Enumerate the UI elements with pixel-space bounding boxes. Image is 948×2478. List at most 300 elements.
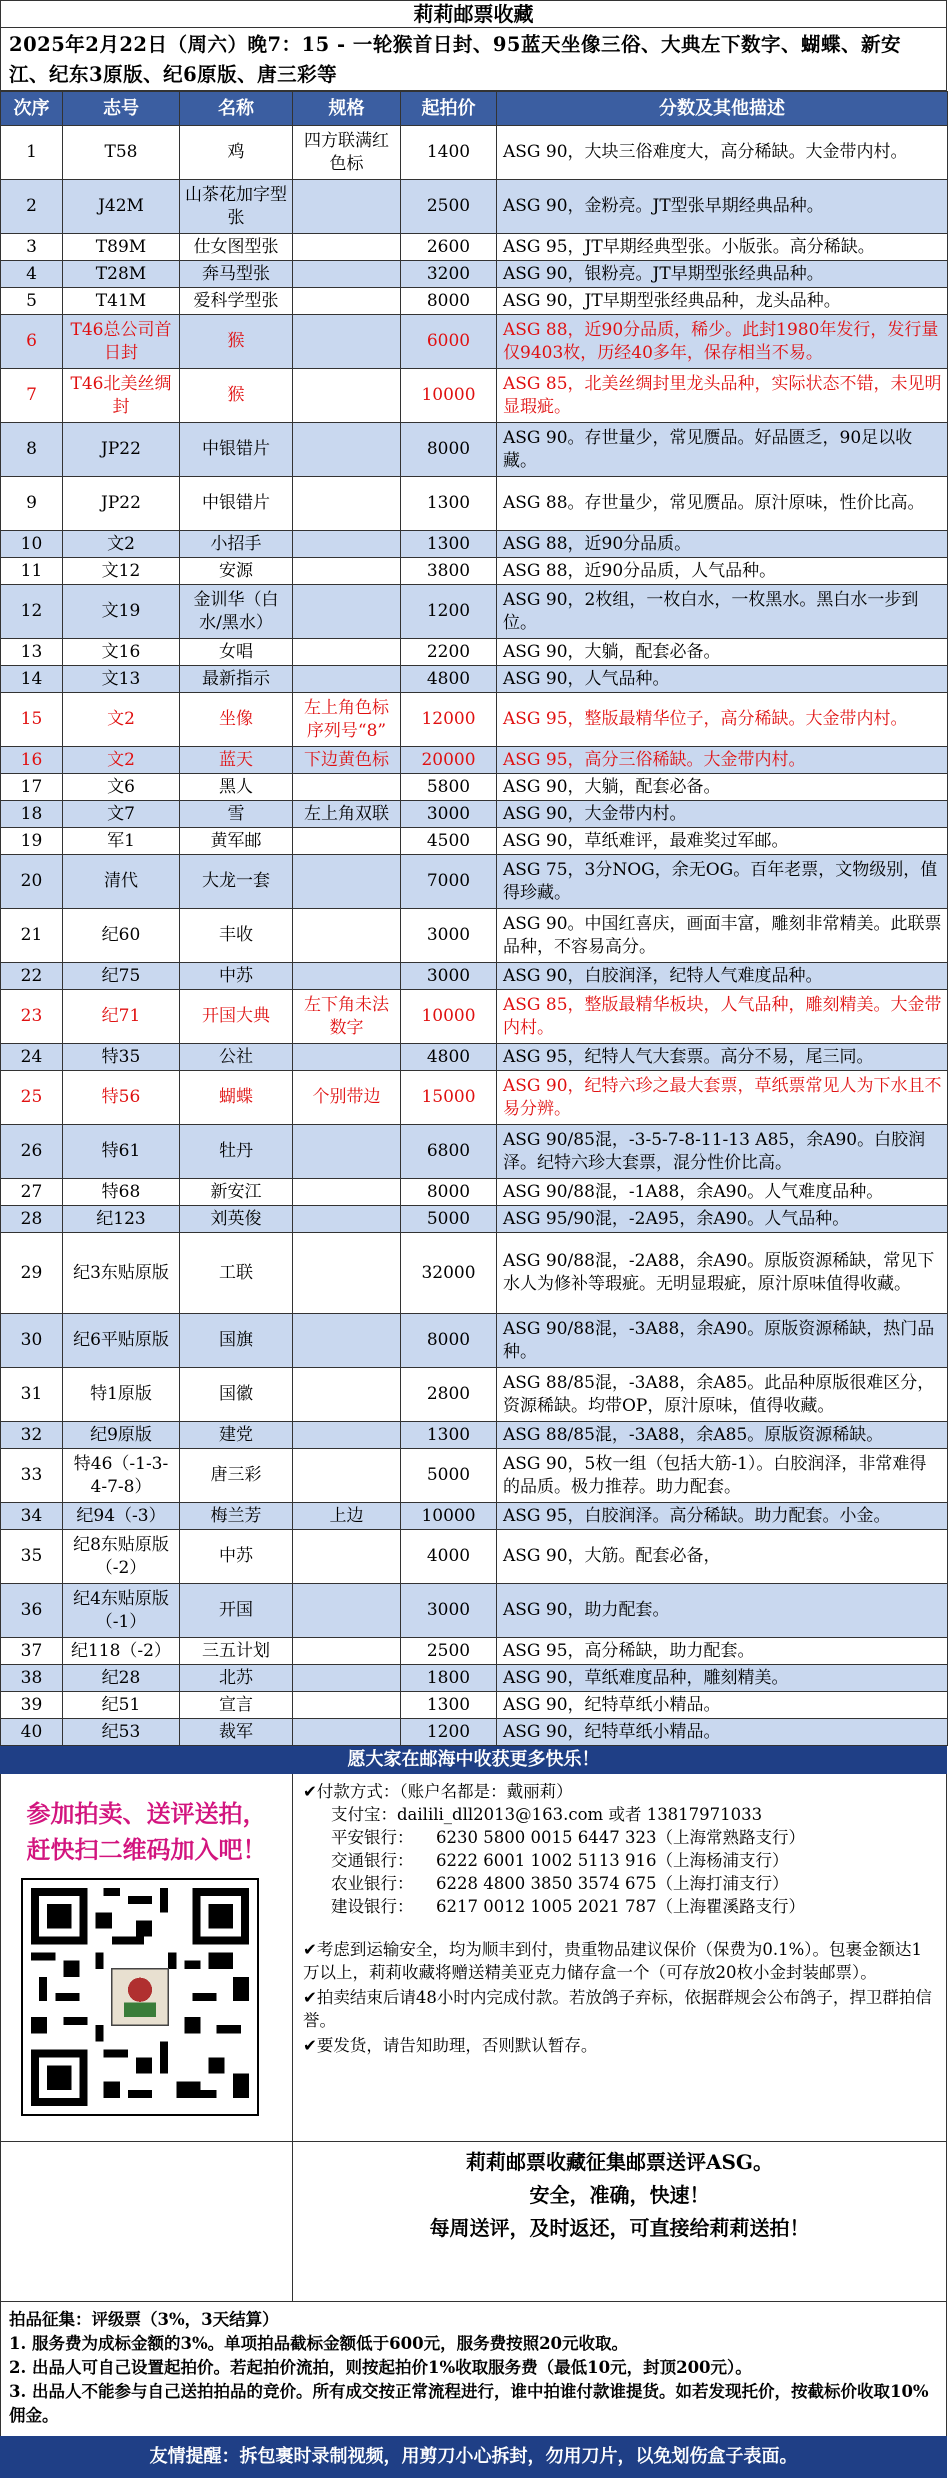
rules-section (0, 2302, 947, 2436)
promo-line-1: 参加拍卖、送评送拍， (26, 1799, 267, 1828)
table-row (1, 693, 948, 747)
lot-number: 10 (1, 531, 63, 558)
stamp-spec (293, 288, 401, 315)
payment-deadline-note: ✔拍卖结束后请48小时内完成付款。若放鸽子弃标，依据群规会公布鸽子，捍卫群拍信誉。 (303, 1988, 932, 2030)
starting-price: 5000 (401, 1206, 497, 1233)
stamp-code: 特1原版 (63, 1368, 180, 1422)
bank-account[interactable]: 6228 4800 3850 3574 675（上海打浦支行） (436, 1874, 789, 1893)
solicit-text (293, 2142, 946, 2301)
stamp-name: 安源 (180, 558, 293, 585)
stamp-spec: 上边 (293, 1503, 401, 1530)
starting-price: 10000 (401, 990, 497, 1044)
lot-number: 13 (1, 639, 63, 666)
lot-number: 21 (1, 909, 63, 963)
table-header-row (1, 92, 948, 126)
starting-price: 8000 (401, 288, 497, 315)
starting-price: 8000 (401, 423, 497, 477)
starting-price: 2800 (401, 1368, 497, 1422)
starting-price: 1400 (401, 126, 497, 180)
grade-description: ASG 90，助力配套。 (497, 1584, 948, 1638)
stamp-code: 纪8东贴原版（-2） (63, 1530, 180, 1584)
grade-description: ASG 85，北美丝绸封里龙头品种，实际状态不错，未见明显瑕疵。 (497, 369, 948, 423)
starting-price: 5000 (401, 1449, 497, 1503)
stamp-name: 仕女图型张 (180, 234, 293, 261)
lot-number: 12 (1, 585, 63, 639)
table-row (1, 477, 948, 531)
payment-panel (293, 1774, 946, 2141)
stamp-spec: 左上角色标序列号“8” (293, 693, 401, 747)
congrats-banner: 愿大家在邮海中收获更多快乐！ (0, 1746, 947, 1774)
grade-description: ASG 88/85混，-3A88，余A85。此品种原版很难区分，资源稀缺。均带OP，原汁原味，值得收藏。 (497, 1368, 948, 1422)
starting-price: 15000 (401, 1071, 497, 1125)
grade-description: ASG 95，JT早期经典型张。小版张。高分稀缺。 (497, 234, 948, 261)
starting-price: 4500 (401, 828, 497, 855)
starting-price: 1300 (401, 531, 497, 558)
stamp-name: 三五计划 (180, 1638, 293, 1665)
stamp-code: 纪71 (63, 990, 180, 1044)
grade-description: ASG 95，高分稀缺，助力配套。 (497, 1638, 948, 1665)
stamp-name: 中苏 (180, 1530, 293, 1584)
grade-description: ASG 90，JT早期型张经典品种，龙头品种。 (497, 288, 948, 315)
stamp-code: 清代 (63, 855, 180, 909)
stamp-spec: 左上角双联 (293, 801, 401, 828)
stamp-name: 宣言 (180, 1692, 293, 1719)
grade-description: ASG 90，纪特草纸小精品。 (497, 1719, 948, 1746)
grade-description: ASG 90，2枚组，一枚白水，一枚黑水。黑白水一步到位。 (497, 585, 948, 639)
stamp-code: 文2 (63, 693, 180, 747)
stamp-spec (293, 1314, 401, 1368)
grade-description: ASG 90，人气品种。 (497, 666, 948, 693)
starting-price: 6000 (401, 315, 497, 369)
stamp-name: 山茶花加字型张 (180, 180, 293, 234)
starting-price: 1300 (401, 477, 497, 531)
grade-description: ASG 88，近90分品质。 (497, 531, 948, 558)
stamp-code: 纪53 (63, 1719, 180, 1746)
solicit-line-3: 每周送评，及时返还，可直接给莉莉送拍！ (429, 2216, 810, 2240)
lot-number: 25 (1, 1071, 63, 1125)
stamp-code: 特56 (63, 1071, 180, 1125)
stamp-spec (293, 1422, 401, 1449)
col-header-price: 起拍价 (401, 92, 497, 126)
grade-description: ASG 90，大筋。配套必备， (497, 1530, 948, 1584)
alipay-line (303, 1803, 936, 1826)
stamp-name: 奔马型张 (180, 261, 293, 288)
stamp-name: 蝴蝶 (180, 1071, 293, 1125)
stamp-code: 纪75 (63, 963, 180, 990)
rules-heading: 拍品征集：评级票（3%，3天结算） (9, 2310, 279, 2329)
stamp-name: 最新指示 (180, 666, 293, 693)
lot-number: 34 (1, 1503, 63, 1530)
table-row (1, 1584, 948, 1638)
lot-number: 24 (1, 1044, 63, 1071)
bank-name: 建设银行： (331, 1897, 414, 1916)
stamp-spec (293, 234, 401, 261)
stamp-spec (293, 1179, 401, 1206)
lot-number: 33 (1, 1449, 63, 1503)
alipay-label: 支付宝： (331, 1805, 397, 1824)
stamp-spec (293, 1638, 401, 1665)
starting-price: 10000 (401, 1503, 497, 1530)
stamp-name: 开国 (180, 1584, 293, 1638)
grade-description: ASG 95，纪特人气大套票。高分不易，尾三同。 (497, 1044, 948, 1071)
lot-number: 16 (1, 747, 63, 774)
rule-item: 3. 出品人不能参与自己送拍拍品的竞价。所有成交按正常流程进行，谁中拍谁付款谁提货。如若发现托价，按截标价收取10%佣金。 (9, 2382, 929, 2425)
stamp-code: T28M (63, 261, 180, 288)
dispatch-note: ✔要发货，请告知助理，否则默认暂存。 (303, 2036, 598, 2055)
starting-price: 3000 (401, 1584, 497, 1638)
stamp-code: 文7 (63, 801, 180, 828)
starting-price: 1300 (401, 1692, 497, 1719)
table-row (1, 1719, 948, 1746)
stamp-spec (293, 1530, 401, 1584)
stamp-code: 特61 (63, 1125, 180, 1179)
stamp-name: 雪 (180, 801, 293, 828)
starting-price: 20000 (401, 747, 497, 774)
grade-description: ASG 90，草纸难评，最难奖过军邮。 (497, 828, 948, 855)
starting-price: 10000 (401, 369, 497, 423)
stamp-name: 裁军 (180, 1719, 293, 1746)
stamp-code: 纪51 (63, 1692, 180, 1719)
stamp-name: 刘英俊 (180, 1206, 293, 1233)
table-row (1, 909, 948, 963)
lot-number: 2 (1, 180, 63, 234)
col-header-code: 志号 (63, 92, 180, 126)
stamp-name: 大龙一套 (180, 855, 293, 909)
starting-price: 2200 (401, 639, 497, 666)
table-row (1, 747, 948, 774)
stamp-spec: 左下角未法数字 (293, 990, 401, 1044)
stamp-name: 工联 (180, 1233, 293, 1314)
lot-number: 30 (1, 1314, 63, 1368)
stamp-name: 牡丹 (180, 1125, 293, 1179)
grade-description: ASG 90，草纸难度品种，雕刻精美。 (497, 1665, 948, 1692)
stamp-code: 纪60 (63, 909, 180, 963)
table-row (1, 1449, 948, 1503)
grade-description: ASG 75，3分NOG，余无OG。百年老票，文物级别，值得珍藏。 (497, 855, 948, 909)
stamp-code: T89M (63, 234, 180, 261)
stamp-code: 文2 (63, 747, 180, 774)
page-title: 莉莉邮票收藏 (0, 0, 947, 27)
stamp-code: 纪4东贴原版（-1） (63, 1584, 180, 1638)
stamp-spec (293, 1449, 401, 1503)
stamp-name: 女唱 (180, 639, 293, 666)
payment-heading: ✔付款方式：（账户名都是：戴丽莉） (303, 1782, 573, 1801)
grade-description: ASG 90/88混，-2A88，余A90。原版资源稀缺，常见下水人为修补等瑕疵。无明显瑕疵，原汁原味值得收藏。 (497, 1233, 948, 1314)
stamp-code: 特68 (63, 1179, 180, 1206)
grade-description: ASG 90，大块三俗难度大，高分稀缺。大金带内村。 (497, 126, 948, 180)
lot-number: 6 (1, 315, 63, 369)
grade-description: ASG 90，大金带内村。 (497, 801, 948, 828)
lot-number: 37 (1, 1638, 63, 1665)
stamp-name: 梅兰芳 (180, 1503, 293, 1530)
stamp-name: 开国大典 (180, 990, 293, 1044)
stamp-name: 北苏 (180, 1665, 293, 1692)
stamp-spec (293, 423, 401, 477)
lot-number: 35 (1, 1530, 63, 1584)
stamp-spec (293, 1665, 401, 1692)
lot-number: 1 (1, 126, 63, 180)
stamp-code: JP22 (63, 423, 180, 477)
stamp-code: 纪28 (63, 1665, 180, 1692)
grade-description: ASG 90。中国红喜庆，画面丰富，雕刻非常精美。此联票品种，不容易高分。 (497, 909, 948, 963)
stamp-spec (293, 855, 401, 909)
table-row (1, 1233, 948, 1314)
table-row (1, 1125, 948, 1179)
qr-code-icon (23, 1880, 257, 2114)
shipping-note: ✔考虑到运输安全，均为顺丰到付，贵重物品建议保价（保费为0.1%）。包裹金额达1万以上，莉莉收藏将赠送精美亚克力储存盒一个（可存放20枚小金封装邮票）。 (303, 1940, 922, 1982)
bank-line (303, 1872, 936, 1895)
col-header-desc: 分数及其他描述 (497, 92, 948, 126)
grade-description: ASG 90/85混，-3-5-7-8-11-13 A85，余A90。白胶润泽。纪特六珍大套票，混分性价比高。 (497, 1125, 948, 1179)
stamp-spec (293, 666, 401, 693)
table-row (1, 1530, 948, 1584)
stamp-code: 文2 (63, 531, 180, 558)
lot-number: 29 (1, 1233, 63, 1314)
stamp-name: 唐三彩 (180, 1449, 293, 1503)
lot-number: 7 (1, 369, 63, 423)
stamp-spec (293, 585, 401, 639)
grade-description: ASG 88，近90分品质，稀少。此封1980年发行，发行量仅9403枚，历经40多年，保存相当不易。 (497, 315, 948, 369)
stamp-spec (293, 1233, 401, 1314)
stamp-name: 金训华（白水/黑水） (180, 585, 293, 639)
lot-number: 27 (1, 1179, 63, 1206)
starting-price: 1300 (401, 1422, 497, 1449)
starting-price: 3000 (401, 801, 497, 828)
stamp-name: 国旗 (180, 1314, 293, 1368)
bank-account[interactable]: 6230 5800 0015 6447 323（上海常熟路支行） (436, 1828, 805, 1847)
table-row (1, 1692, 948, 1719)
table-row (1, 423, 948, 477)
solicit-section (0, 2142, 947, 2302)
table-row (1, 1665, 948, 1692)
table-row (1, 963, 948, 990)
stamp-name: 丰收 (180, 909, 293, 963)
bank-name: 农业银行： (331, 1874, 414, 1893)
footer-reminder: 友情提醒：拆包裹时录制视频，用剪刀小心拆封，勿用刀片，以免划伤盒子表面。 (0, 2436, 947, 2478)
stamp-name: 猴 (180, 369, 293, 423)
bank-line (303, 1826, 936, 1849)
stamp-spec: 四方联满红色标 (293, 126, 401, 180)
table-row (1, 828, 948, 855)
table-row (1, 1206, 948, 1233)
table-row (1, 1368, 948, 1422)
alipay-account[interactable]: dailili_dll2013@163.com 或者 13817971033 (397, 1805, 763, 1824)
bank-line (303, 1849, 936, 1872)
stamp-code: 文13 (63, 666, 180, 693)
stamp-code: 纪3东贴原版 (63, 1233, 180, 1314)
grade-description: ASG 90/88混，-3A88，余A90。原版资源稀缺，热门品种。 (497, 1314, 948, 1368)
starting-price: 4800 (401, 1044, 497, 1071)
lot-number: 9 (1, 477, 63, 531)
lot-number: 28 (1, 1206, 63, 1233)
stamp-spec (293, 531, 401, 558)
starting-price: 32000 (401, 1233, 497, 1314)
table-row (1, 369, 948, 423)
stamp-spec (293, 369, 401, 423)
stamp-code: T46北美丝绸封 (63, 369, 180, 423)
auction-table (0, 91, 948, 1746)
stamp-code: T58 (63, 126, 180, 180)
starting-price: 4800 (401, 666, 497, 693)
grade-description: ASG 90，金粉亮。JT型张早期经典品种。 (497, 180, 948, 234)
table-row (1, 666, 948, 693)
table-row (1, 288, 948, 315)
starting-price: 2600 (401, 234, 497, 261)
table-row (1, 1638, 948, 1665)
starting-price: 3800 (401, 558, 497, 585)
lot-number: 18 (1, 801, 63, 828)
stamp-spec (293, 828, 401, 855)
lot-number: 14 (1, 666, 63, 693)
stamp-spec (293, 963, 401, 990)
starting-price: 2500 (401, 1638, 497, 1665)
lot-number: 39 (1, 1692, 63, 1719)
stamp-name: 鸡 (180, 126, 293, 180)
stamp-name: 黑人 (180, 774, 293, 801)
stamp-spec: 下边黄色标 (293, 747, 401, 774)
lot-number: 32 (1, 1422, 63, 1449)
stamp-code: 纪118（-2） (63, 1638, 180, 1665)
lot-number: 3 (1, 234, 63, 261)
stamp-code: 文12 (63, 558, 180, 585)
stamp-name: 黄军邮 (180, 828, 293, 855)
lot-number: 5 (1, 288, 63, 315)
grade-description: ASG 95，白胶润泽。高分稀缺。助力配套。小金。 (497, 1503, 948, 1530)
table-row (1, 1071, 948, 1125)
lot-number: 4 (1, 261, 63, 288)
grade-description: ASG 95/90混，-2A95，余A90。人气品种。 (497, 1206, 948, 1233)
lot-number: 38 (1, 1665, 63, 1692)
lot-number: 26 (1, 1125, 63, 1179)
table-row (1, 1044, 948, 1071)
lot-number: 8 (1, 423, 63, 477)
table-row (1, 774, 948, 801)
rule-item: 2. 出品人可自己设置起拍价。若起拍价流拍，则按起拍价1%收取服务费（最低10元，封顶200元）。 (9, 2358, 752, 2377)
starting-price: 3200 (401, 261, 497, 288)
table-row (1, 585, 948, 639)
stamp-code: 特46（-1-3-4-7-8） (63, 1449, 180, 1503)
starting-price: 5800 (401, 774, 497, 801)
starting-price: 1800 (401, 1665, 497, 1692)
stamp-spec: 个别带边 (293, 1071, 401, 1125)
table-row (1, 558, 948, 585)
stamp-code: JP22 (63, 477, 180, 531)
stamp-name: 公社 (180, 1044, 293, 1071)
lot-number: 31 (1, 1368, 63, 1422)
lot-number: 20 (1, 855, 63, 909)
starting-price: 3000 (401, 963, 497, 990)
grade-description: ASG 88，近90分品质，人气品种。 (497, 558, 948, 585)
lot-number: 22 (1, 963, 63, 990)
grade-description: ASG 90，5枚一组（包括大筋-1）。白胶润泽，非常难得的品质。极力推荐。助力配套。 (497, 1449, 948, 1503)
lot-number: 17 (1, 774, 63, 801)
stamp-spec (293, 315, 401, 369)
stamp-name: 中银错片 (180, 477, 293, 531)
col-header-spec: 规格 (293, 92, 401, 126)
starting-price: 2500 (401, 180, 497, 234)
stamp-name: 中银错片 (180, 423, 293, 477)
lot-number: 15 (1, 693, 63, 747)
table-row (1, 855, 948, 909)
stamp-code: 文16 (63, 639, 180, 666)
solicit-line-1: 莉莉邮票收藏征集邮票送评ASG。 (465, 2150, 774, 2174)
lot-number: 19 (1, 828, 63, 855)
promo-text (1, 1774, 292, 1868)
grade-description: ASG 88。存世量少，常见赝品。原汁原味，性价比高。 (497, 477, 948, 531)
stamp-spec (293, 774, 401, 801)
info-section (0, 1774, 947, 2142)
auction-subtitle: 2025年2月22日（周六）晚7：15 - 一轮猴首日封、95蓝天坐像三俗、大典左下数字、蝴蝶、新安江、纪东3原版、纪6原版、唐三彩等 (0, 27, 947, 91)
promo-panel (1, 1774, 293, 2141)
stamp-spec (293, 1719, 401, 1746)
stamp-code: 文6 (63, 774, 180, 801)
bank-account[interactable]: 6222 6001 1002 5113 916（上海杨浦支行） (436, 1851, 789, 1870)
stamp-spec (293, 261, 401, 288)
table-row (1, 234, 948, 261)
bank-line (303, 1895, 936, 1918)
stamp-name: 小招手 (180, 531, 293, 558)
starting-price: 1200 (401, 585, 497, 639)
grade-description: ASG 90，纪特草纸小精品。 (497, 1692, 948, 1719)
stamp-spec (293, 1692, 401, 1719)
table-row (1, 639, 948, 666)
stamp-spec (293, 1125, 401, 1179)
col-header-name: 名称 (180, 92, 293, 126)
table-row (1, 180, 948, 234)
bank-name: 交通银行： (331, 1851, 414, 1870)
table-row (1, 531, 948, 558)
grade-description: ASG 90，大躺，配套必备。 (497, 639, 948, 666)
stamp-spec (293, 477, 401, 531)
starting-price: 4000 (401, 1530, 497, 1584)
table-row (1, 1422, 948, 1449)
table-row (1, 1179, 948, 1206)
grade-description: ASG 90。存世量少，常见赝品。好品匮乏，90足以收藏。 (497, 423, 948, 477)
stamp-code: J42M (63, 180, 180, 234)
stamp-spec (293, 558, 401, 585)
qr-code[interactable] (21, 1878, 259, 2116)
starting-price: 8000 (401, 1314, 497, 1368)
starting-price: 8000 (401, 1179, 497, 1206)
stamp-name: 爱科学型张 (180, 288, 293, 315)
stamp-spec (293, 1584, 401, 1638)
stamp-name: 国徽 (180, 1368, 293, 1422)
stamp-name: 建党 (180, 1422, 293, 1449)
stamp-name: 新安江 (180, 1179, 293, 1206)
stamp-spec (293, 909, 401, 963)
bank-account[interactable]: 6217 0012 1005 2021 787（上海瞿溪路支行） (436, 1897, 805, 1916)
table-row (1, 1503, 948, 1530)
lot-number: 36 (1, 1584, 63, 1638)
bank-name: 平安银行： (331, 1828, 414, 1847)
table-row (1, 1314, 948, 1368)
stamp-code: 纪9原版 (63, 1422, 180, 1449)
lot-number: 40 (1, 1719, 63, 1746)
grade-description: ASG 90，白胶润泽，纪特人气难度品种。 (497, 963, 948, 990)
table-row (1, 990, 948, 1044)
grade-description: ASG 95，整版最精华位子，高分稀缺。大金带内村。 (497, 693, 948, 747)
table-row (1, 315, 948, 369)
starting-price: 6800 (401, 1125, 497, 1179)
stamp-code: 文19 (63, 585, 180, 639)
stamp-code: T41M (63, 288, 180, 315)
stamp-code: 特35 (63, 1044, 180, 1071)
stamp-code: T46总公司首日封 (63, 315, 180, 369)
stamp-spec (293, 180, 401, 234)
grade-description: ASG 85，整版最精华板块，人气品种，雕刻精美。大金带内村。 (497, 990, 948, 1044)
starting-price: 1200 (401, 1719, 497, 1746)
stamp-code: 军1 (63, 828, 180, 855)
